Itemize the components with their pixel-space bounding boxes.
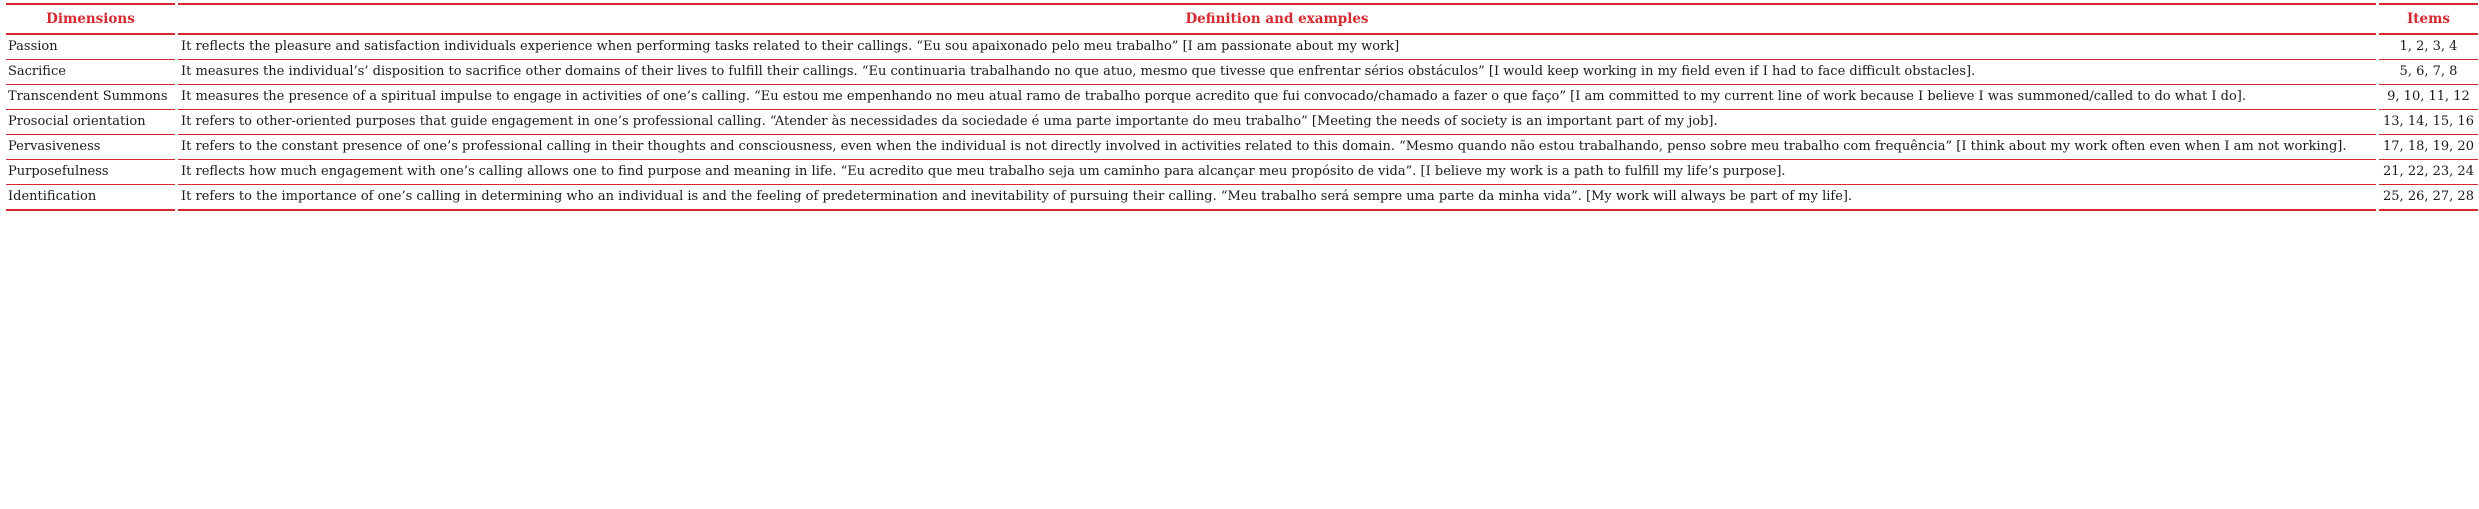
definition-cell: It refers to other-oriented purposes that guide engagement in one’s professional calling. “Atender às necessidades da sociedade é uma parte importante do meu trabalho” [Meeting the needs of society is an important part of my job]. [178,110,2376,135]
dimension-cell: Transcendent Summons [6,85,175,110]
items-cell: 1, 2, 3, 4 [2379,35,2478,60]
calling-dimensions-table-container [3,3,2475,211]
table-body [6,35,2478,211]
table-row [6,35,2478,60]
definition-cell: It reflects how much engagement with one’s calling allows one to find purpose and meaning in life. “Eu acredito que meu trabalho seja um caminho para alcançar meu propósito de vida”. [I believe my work is a path to fulfill my life’s purpose]. [178,160,2376,185]
items-cell: 5, 6, 7, 8 [2379,60,2478,85]
dimension-cell: Sacrifice [6,60,175,85]
table-header [6,3,2478,35]
dimension-cell: Identification [6,185,175,211]
items-cell: 13, 14, 15, 16 [2379,110,2478,135]
table-row [6,185,2478,211]
dimension-cell: Prosocial orientation [6,110,175,135]
dimension-cell: Passion [6,35,175,60]
items-cell: 25, 26, 27, 28 [2379,185,2478,211]
header-row [6,3,2478,35]
header-dimensions: Dimensions [6,3,175,35]
definition-cell: It refers to the constant presence of one’s professional calling in their thoughts and consciousness, even when the individual is not directly involved in activities related to this domain. “Mesmo quando não estou trabalhando, penso sobre meu trabalho com frequência” [I think about my work often even when I am not working]. [178,135,2376,160]
definition-cell: It refers to the importance of one’s calling in determining who an individual is and the feeling of predetermination and inevitability of pursuing their calling. “Meu trabalho será sempre uma parte da minha vida”. [My work will always be part of my life]. [178,185,2376,211]
definition-cell: It measures the individual’s’ disposition to sacrifice other domains of their lives to fulfill their callings. “Eu continuaria trabalhando no que atuo, mesmo que tivesse que enfrentar sérios obstáculos” [I would keep working in my field even if I had to face difficult obstacles]. [178,60,2376,85]
table-row [6,85,2478,110]
items-cell: 21, 22, 23, 24 [2379,160,2478,185]
items-cell: 9, 10, 11, 12 [2379,85,2478,110]
definition-cell: It reflects the pleasure and satisfaction individuals experience when performing tasks related to their callings. “Eu sou apaixonado pelo meu trabalho” [I am passionate about my work] [178,35,2376,60]
header-definition: Definition and examples [178,3,2376,35]
table-row [6,110,2478,135]
items-cell: 17, 18, 19, 20 [2379,135,2478,160]
definition-cell: It measures the presence of a spiritual impulse to engage in activities of one’s calling. “Eu estou me empenhando no meu atual ramo de trabalho porque acredito que fui convocado/chamado a fazer o que faço” [I am committed to my current line of work because I believe I was summoned/called to do what I do]. [178,85,2376,110]
calling-dimensions-table [3,3,2479,211]
table-row [6,135,2478,160]
table-row [6,160,2478,185]
dimension-cell: Pervasiveness [6,135,175,160]
table-row [6,60,2478,85]
dimension-cell: Purposefulness [6,160,175,185]
header-items: Items [2379,3,2478,35]
